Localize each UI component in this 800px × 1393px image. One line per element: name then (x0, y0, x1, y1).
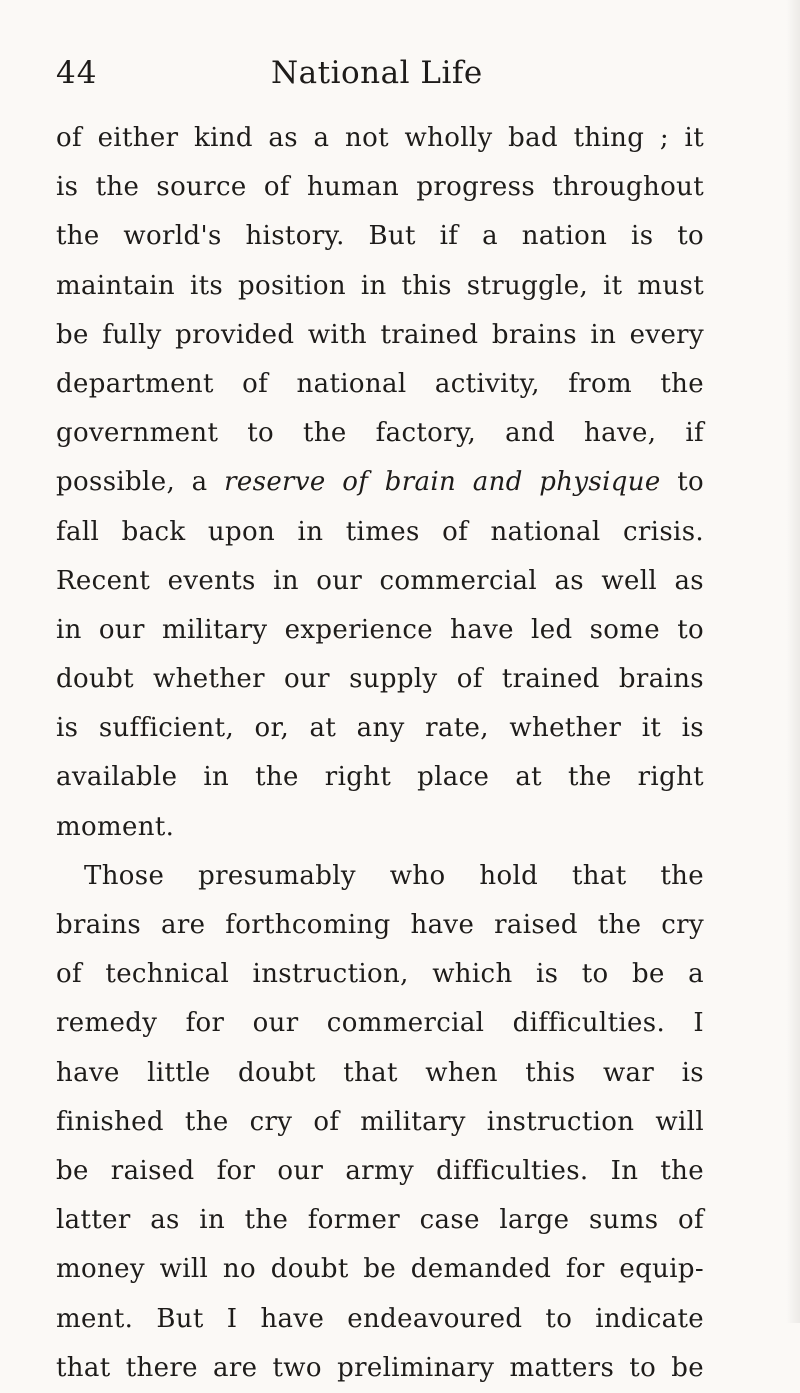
text-line: government to the factory, and have, if (56, 418, 704, 449)
running-header (56, 48, 716, 98)
text-line: of either kind as a not wholly bad thing ; it (56, 123, 704, 153)
text-line: money will no doubt be demanded for equip- (56, 1254, 704, 1285)
text-line: fall back upon in times of national crisis. (56, 516, 704, 547)
text-line: doubt whether our supply of trained brains (56, 664, 704, 695)
page-number: 44 (56, 55, 98, 91)
text-line-with-emphasis (56, 458, 704, 507)
running-title: National Life (271, 55, 483, 91)
text-line: remedy for our commercial difficulties. I (56, 1008, 704, 1039)
text-line: moment. (56, 811, 175, 842)
text-line: department of national activity, from the (56, 368, 704, 399)
text-line: that there are two preliminary matters to be (56, 1352, 704, 1383)
text-line-paragraph-start: Those presumably who hold that the (84, 860, 704, 891)
text-line: is the source of human progress throughout (56, 172, 704, 203)
text-line: available in the right place at the right (56, 762, 704, 793)
page-edge-shadow (786, 0, 800, 1323)
text-line: of technical instruction, which is to be a (56, 959, 704, 990)
text-line: the world's history. But if a nation is to (56, 221, 704, 252)
text-line: finished the cry of military instruction will (56, 1106, 704, 1137)
text-line: be fully provided with trained brains in every (56, 319, 704, 350)
text-line: brains are forthcoming have raised the cry (56, 910, 704, 940)
text-line: have little doubt that when this war is (56, 1057, 704, 1088)
emphasized-phrase: reserve of brain and physique (224, 467, 661, 498)
text-line: be raised for our army difficulties. In the (56, 1155, 704, 1186)
text-line: ment. But I have endeavoured to indicate (56, 1303, 704, 1334)
text-segment: possible, a (56, 467, 225, 498)
text-segment: to (660, 467, 705, 498)
body-text (56, 114, 704, 1393)
text-line: maintain its position in this struggle, it must (56, 270, 704, 301)
text-line: Recent events in our commercial as well as (56, 565, 704, 596)
text-line: is sufficient, or, at any rate, whether it is (56, 713, 704, 744)
text-line: in our military experience have led some to (56, 614, 704, 645)
text-line: latter as in the former case large sums of (56, 1205, 704, 1236)
